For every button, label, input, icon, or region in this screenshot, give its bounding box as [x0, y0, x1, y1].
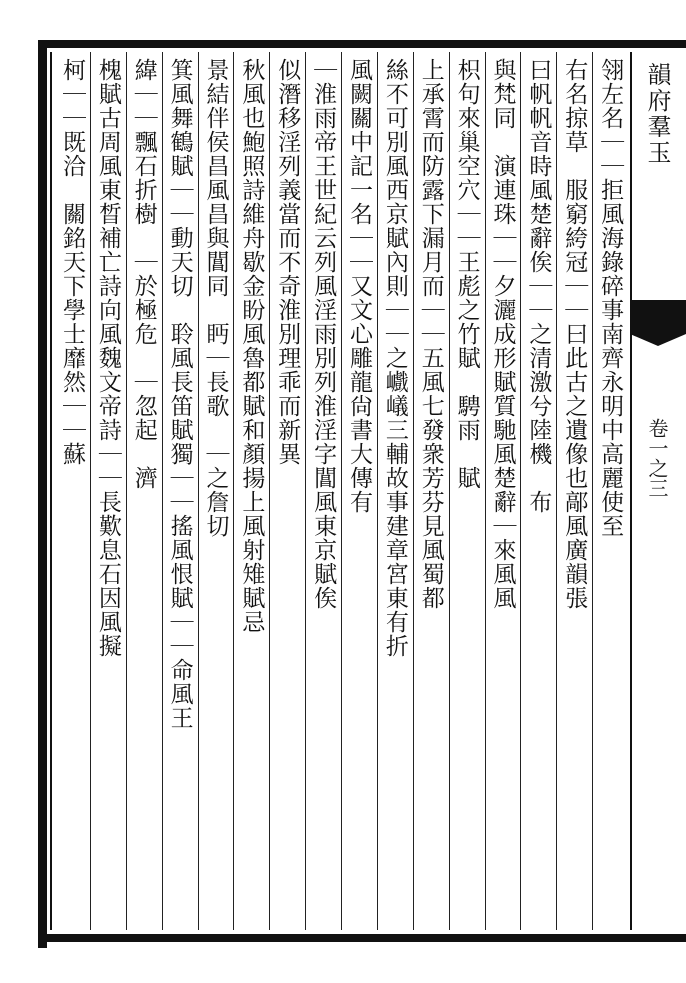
- column-rule: [449, 52, 450, 930]
- column-rule: [90, 52, 91, 930]
- frame-left-border: [38, 40, 47, 948]
- text-column: ｜淮雨帝王世紀云列風淫雨別列淮淫字閶風東京賦俟: [310, 58, 337, 610]
- margin-rule: [630, 52, 632, 930]
- text-column: 翎左名｜｜拒風海錄碎事南齊永明中高麗使至: [597, 58, 624, 538]
- text-column: 風闕關中記一名｜｜又文心雕龍尙書大傳有: [345, 58, 372, 514]
- text-column: 絲不可別風西京賦內則｜｜之巇嶬三輔故事建章宮東有折: [381, 58, 408, 658]
- column-rule: [305, 52, 306, 930]
- text-column: 與梵同 演連珠｜｜夕灑成形賦質馳風楚辭｜來風風: [489, 58, 516, 610]
- frame-top-border: [40, 40, 686, 48]
- text-column: 槐賦古周風東晳補亡詩向風魏文帝詩｜｜長歎息石因風擬: [94, 58, 121, 658]
- margin-title: 韻府羣玉: [643, 62, 671, 166]
- text-column: 曰帆帆音時風楚辭俟｜｜之清激兮陸機 布: [525, 58, 552, 514]
- column-rule: [377, 52, 378, 930]
- column-rule: [162, 52, 163, 930]
- text-column: 箕風舞鶴賦｜｜動天切 聆風長笛賦獨｜｜搖風恨賦｜｜命風王: [166, 58, 193, 730]
- column-rule: [126, 52, 127, 930]
- column-rule: [520, 52, 521, 930]
- column-rule: [485, 52, 486, 930]
- juan-label: 卷一之三: [645, 418, 669, 498]
- text-column: 似潛移淫列義當而不奇淮別理乖而新異: [274, 58, 301, 466]
- text-column: 柯｜｜既洽 關銘天下學士靡然｜｜蘇: [58, 58, 85, 466]
- column-rule: [269, 52, 270, 930]
- text-column: 上承霄而防露下漏月而｜｜五風七發衆芳芬見風蜀都: [417, 58, 444, 610]
- column-rule: [341, 52, 342, 930]
- text-column: 枳句來巢空穴｜｜王彪之竹賦 騁雨 賦: [453, 58, 480, 490]
- fishtail-mark: [630, 300, 686, 334]
- column-rule: [233, 52, 234, 930]
- column-rule: [413, 52, 414, 930]
- text-column: 景結伴侯昌風昌與閶同 眄｜長歌 ｜之詹切: [202, 58, 229, 538]
- frame-bottom-border: [40, 934, 686, 942]
- text-column: 緯｜｜飄石折樹 ｜於極危 ｜忽起 濟: [130, 58, 157, 490]
- text-column: 秋風也鮑照詩維舟歇金盼風魯都賦和顏揚上風射雉賦忌: [238, 58, 265, 634]
- column-rule: [198, 52, 199, 930]
- column-rule: [592, 52, 593, 930]
- column-rule: [556, 52, 557, 930]
- frame-inner-rule: [50, 52, 52, 930]
- text-column: 右名掠草 服窮絝冠｜｜曰此古之遺像也鄗風廣韻張: [561, 58, 588, 610]
